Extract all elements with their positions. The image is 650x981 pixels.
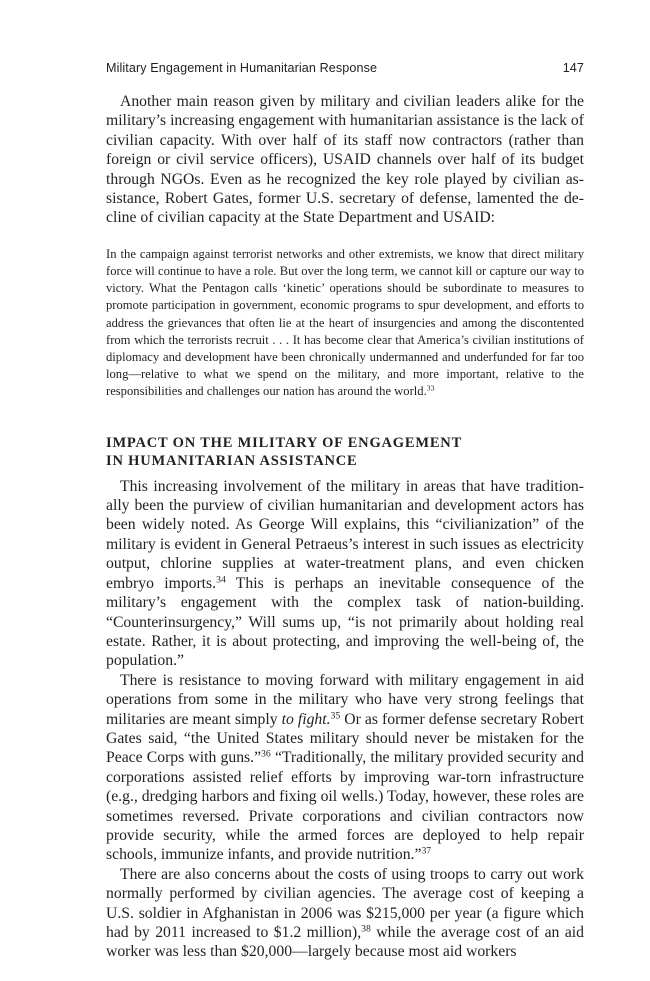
book-page (106, 60, 584, 962)
emphasis-text: to fight. (281, 710, 331, 728)
paragraph-text: while the average cost of an aid worker was less than $20,000—largely because most aid workers (106, 924, 585, 961)
paragraph-text: “Traditionally, the military provided security and corporations assisted relief efforts by improving war-torn infrastructure (e.g., dredging harbors and fixing oil wells.) Today, however, these roles are sometimes reversed. Private corporations and civilian contractors now provide security, while the armed forces are deployed to help repair schools, immunize infants, and provide nutrition.” (106, 749, 584, 864)
footnote-ref: 35 (330, 710, 341, 722)
footnote-ref: 37 (421, 846, 432, 858)
paragraph-text: There are also concerns about the costs of using troops to carry out work normally performed by civilian agencies. The average cost of keeping a U.S. soldier in Afghanistan in 2006 was $215,000 per year (a figure which had by 2011 increased to $1.2 million), (106, 865, 584, 942)
body-text (106, 92, 584, 228)
section-heading-line-1: IMPACT ON THE MILITARY OF ENGAGEMENT (106, 434, 463, 451)
paragraph-text: There is resistance to moving forward with military engagement in aid operations from some in the military who have very strong feelings that militaries are meant simply (106, 671, 584, 728)
footnote-ref: 38 (361, 923, 371, 935)
section-body (106, 477, 584, 962)
block-quote-text: In the campaign against terrorist networks and other extremists, we know that direct military force will continue to have a role. But over the long term, we cannot kill or capture our way to victory. What the Pentagon calls ‘kinetic’ operations should be subordinate to measures to promote participation in government, economic programs to spur development, and efforts to address the grievances that often lie at the heart of insurgencies and among the discontented from which the terrorists recruit . . . It has become clear that America’s civilian institutions of diplomacy and development have been chronically undermanned and underfunded for far too long—relative to what we spend on the military, and more important, relative to the responsibilities and challenges our nation has around the world. (106, 246, 584, 399)
intro-paragraph: Another main reason given by military and civilian leaders alike for the military’s increasing engagement with humanitarian assistance is the lack of civilian capacity. With over half of its staff now contractors (rather than foreign or civil service officers), USAID channels over half of its budget through NGOs. Even as he recognized the key role played by civilian assistance, Robert Gates, former U.S. secretary of defense, lamented the decline of civilian capacity at the State Department and USAID: (106, 93, 584, 227)
section-heading-line-2: IN HUMANITARIAN ASSISTANCE (106, 453, 358, 470)
block-quote (106, 246, 584, 401)
paragraph-text: Or as former defense secretary Robert Gates said, “the United States military should never be mistaken for the Peace Corps with guns.” (106, 710, 585, 767)
paragraph-civilianization (106, 477, 584, 671)
running-head (106, 60, 584, 76)
paragraph-text: This is perhaps an inevitable consequence of the military’s engagement with the complex task of nation-building. “Counterinsurgency,” Will sums up, “is not primarily about holding real estate. Rather, it is about protecting, and improving the well-being of, the population.” (106, 574, 585, 670)
page-number: 147 (562, 61, 584, 75)
running-title: Military Engagement in Humanitarian Response (106, 61, 378, 75)
section-heading (106, 434, 584, 471)
paragraph-resistance (106, 671, 584, 865)
paragraph-text: This increasing involvement of the military in areas that have traditionally been the purview of civilian humanitarian and development actors has been widely noted. As George Will explains, this “civilianization” of the military is evident in General Petraeus’s interest in such issues as electricity output, chlorine supplies at water-treatment plans, and even chicken embryo imports. (106, 477, 584, 592)
footnote-ref: 33 (426, 384, 435, 394)
footnote-ref: 34 (216, 574, 226, 586)
footnote-ref: 36 (261, 749, 271, 761)
paragraph-costs (106, 865, 584, 962)
